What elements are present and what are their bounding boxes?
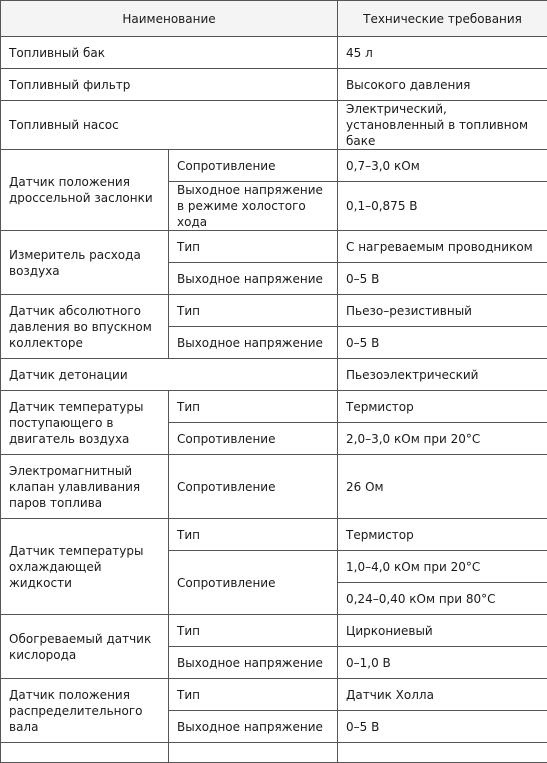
- table-row-partial: [1, 743, 547, 763]
- param-value: 0–1,0 В: [338, 647, 547, 679]
- item-name: Датчик абсолютного давления во впускном коллекторе: [1, 295, 169, 359]
- param-name: Тип: [169, 231, 338, 263]
- item-name: Топливный фильтр: [1, 69, 338, 101]
- param-value: 0–5 В: [338, 711, 547, 743]
- item-value: Электрический, установленный в топливном баке: [338, 101, 547, 150]
- param-name: Сопротивление: [169, 455, 338, 519]
- header-requirements: Технические требования: [338, 1, 547, 37]
- table-row: [1, 69, 547, 101]
- table-row: [1, 391, 547, 423]
- param-name: Выходное напряжение: [169, 263, 338, 295]
- table-row: [1, 359, 547, 391]
- param-name: Выходное напряжение в режиме холостого хода: [169, 182, 338, 231]
- param-name: Тип: [169, 391, 338, 423]
- param-name: Сопротивление: [169, 423, 338, 455]
- param-value: 0–5 В: [338, 327, 547, 359]
- table-row: [1, 519, 547, 551]
- param-name: Тип: [169, 295, 338, 327]
- table-row: [1, 101, 547, 150]
- param-name: Выходное напряжение: [169, 647, 338, 679]
- param-name: Тип: [169, 679, 338, 711]
- table-row: [1, 150, 547, 182]
- param-value: 2,0–3,0 кОм при 20°C: [338, 423, 547, 455]
- param-value: Пьезо–резистивный: [338, 295, 547, 327]
- item-name: Измеритель расхода воздуха: [1, 231, 169, 295]
- item-name: Датчик температуры поступающего в двигатель воздуха: [1, 391, 169, 455]
- item-name: Электромагнитный клапан улавливания паров топлива: [1, 455, 169, 519]
- param-value: 0,1–0,875 В: [338, 182, 547, 231]
- item-value: Высокого давления: [338, 69, 547, 101]
- item-name: Обогреваемый датчик кислорода: [1, 615, 169, 679]
- table-row: [1, 37, 547, 69]
- param-value: Циркониевый: [338, 615, 547, 647]
- param-name: Выходное напряжение: [169, 711, 338, 743]
- param-value: 0,24–0,40 кОм при 80°C: [338, 583, 547, 615]
- header-name: Наименование: [1, 1, 338, 37]
- item-value: Пьезоэлектрический: [338, 359, 547, 391]
- item-name: Топливный насос: [1, 101, 338, 150]
- table-row: [1, 455, 547, 519]
- param-name: Сопротивление: [169, 551, 338, 615]
- item-value: 45 л: [338, 37, 547, 69]
- header-row: [1, 1, 547, 37]
- item-name: Датчик положения дроссельной заслонки: [1, 150, 169, 231]
- param-value: 1,0–4,0 кОм при 20°C: [338, 551, 547, 583]
- table-row: [1, 231, 547, 263]
- item-name: Датчик температуры охлаждающей жидкости: [1, 519, 169, 615]
- table-row: [1, 295, 547, 327]
- param-value: С нагреваемым проводником: [338, 231, 547, 263]
- item-name: Топливный бак: [1, 37, 338, 69]
- item-name: Датчик положения распределительного вала: [1, 679, 169, 743]
- item-name: Датчик детонации: [1, 359, 338, 391]
- table-row: [1, 615, 547, 647]
- param-name: Сопротивление: [169, 150, 338, 182]
- param-value: Термистор: [338, 519, 547, 551]
- param-name: Выходное напряжение: [169, 327, 338, 359]
- param-value: 0,7–3,0 кОм: [338, 150, 547, 182]
- param-name: Тип: [169, 519, 338, 551]
- table-row: [1, 679, 547, 711]
- param-value: 0–5 В: [338, 263, 547, 295]
- param-value: Датчик Холла: [338, 679, 547, 711]
- param-value: Термистор: [338, 391, 547, 423]
- param-name: Тип: [169, 615, 338, 647]
- param-value: 26 Ом: [338, 455, 547, 519]
